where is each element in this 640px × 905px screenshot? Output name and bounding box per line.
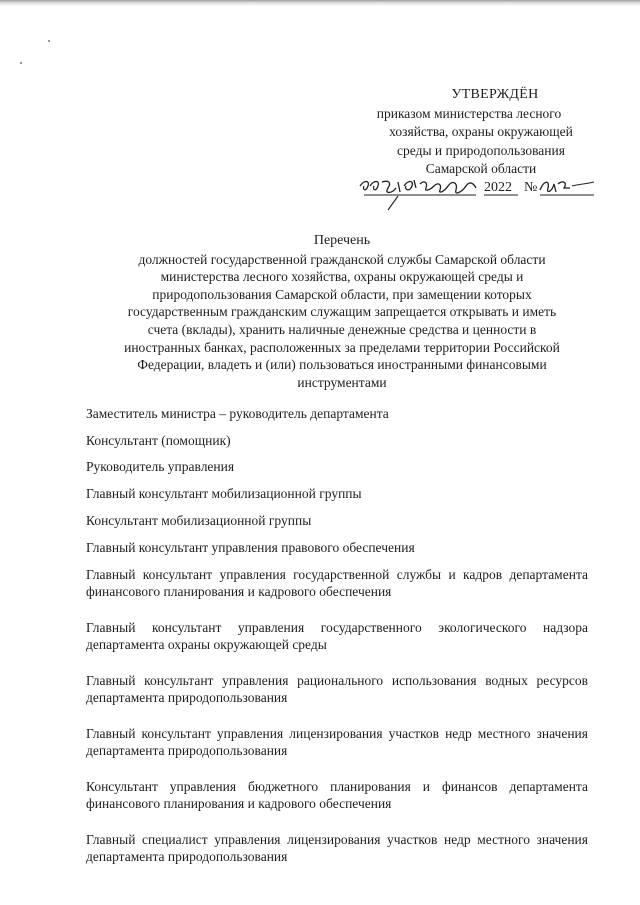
position-item: Консультант (помощник) bbox=[86, 433, 231, 448]
position-item: Главный специалист управления лицензирования участков недр местного значения департамента природопользования bbox=[86, 832, 588, 864]
position-item: Заместитель министра – руководитель департамента bbox=[86, 406, 389, 421]
order-year: 2022 bbox=[484, 180, 512, 195]
handwritten-date-signature bbox=[358, 176, 598, 212]
scan-speck bbox=[48, 40, 50, 42]
subtitle-line: инструментами bbox=[297, 374, 387, 390]
approval-line: приказом министерства лесного bbox=[376, 105, 562, 121]
subtitle-line: природопользования Самарской области, при замещении которых bbox=[152, 286, 532, 302]
position-item: Главный консультант управления рационального использования водных ресурсов департамента природопользования bbox=[86, 673, 588, 705]
subtitle-line: Федерации, владеть и (или) пользоваться иностранными финансовыми bbox=[137, 357, 547, 373]
document-subtitle bbox=[92, 251, 592, 392]
subtitle-line: иностранных банках, расположенных за пределами территории Российской bbox=[124, 339, 560, 355]
approval-line: хозяйства, охраны окружающей bbox=[389, 124, 573, 139]
position-item: Главный консультант управления государственного экологического надзора департамента охраны окружающей среды bbox=[86, 620, 588, 652]
position-item: Руководитель управления bbox=[86, 459, 235, 474]
approval-stamp-block bbox=[335, 86, 585, 179]
document-title-block bbox=[92, 232, 592, 391]
subtitle-line: министерства лесного хозяйства, охраны окружающей среды и bbox=[160, 269, 524, 285]
subtitle-line: счета (вклады), хранить наличные денежные средства и ценности в bbox=[147, 321, 537, 337]
order-date-number bbox=[358, 176, 598, 212]
scan-speck bbox=[20, 62, 22, 64]
position-item: Главный консультант управления правового обеспечения bbox=[86, 540, 415, 555]
approval-line: среды и природопользования bbox=[397, 142, 565, 158]
position-item: Главный консультант мобилизационной группы bbox=[86, 486, 362, 501]
subtitle-line: должностей государственной гражданской службы Самарской области bbox=[138, 251, 546, 267]
order-number-label: № bbox=[524, 180, 538, 195]
position-item: Главный консультант управления лицензирования участков недр местного значения департамента природопользования bbox=[86, 726, 588, 758]
subtitle-line: государственным гражданским служащим запрещается открывать и иметь bbox=[127, 304, 557, 320]
scan-border bbox=[0, 0, 640, 6]
position-item: Консультант мобилизационной группы bbox=[86, 513, 312, 528]
approval-line: Самарской области bbox=[425, 161, 537, 176]
position-item: Главный консультант управления государственной службы и кадров департамента финансового планирования и кадрового обеспечения bbox=[86, 567, 588, 599]
position-item: Консультант управления бюджетного планирования и финансов департамента финансового планирования и кадрового обеспечения bbox=[86, 779, 588, 811]
approval-heading: УТВЕРЖДЁН bbox=[451, 87, 539, 102]
positions-list bbox=[86, 405, 588, 865]
document-title: Перечень bbox=[313, 233, 371, 248]
